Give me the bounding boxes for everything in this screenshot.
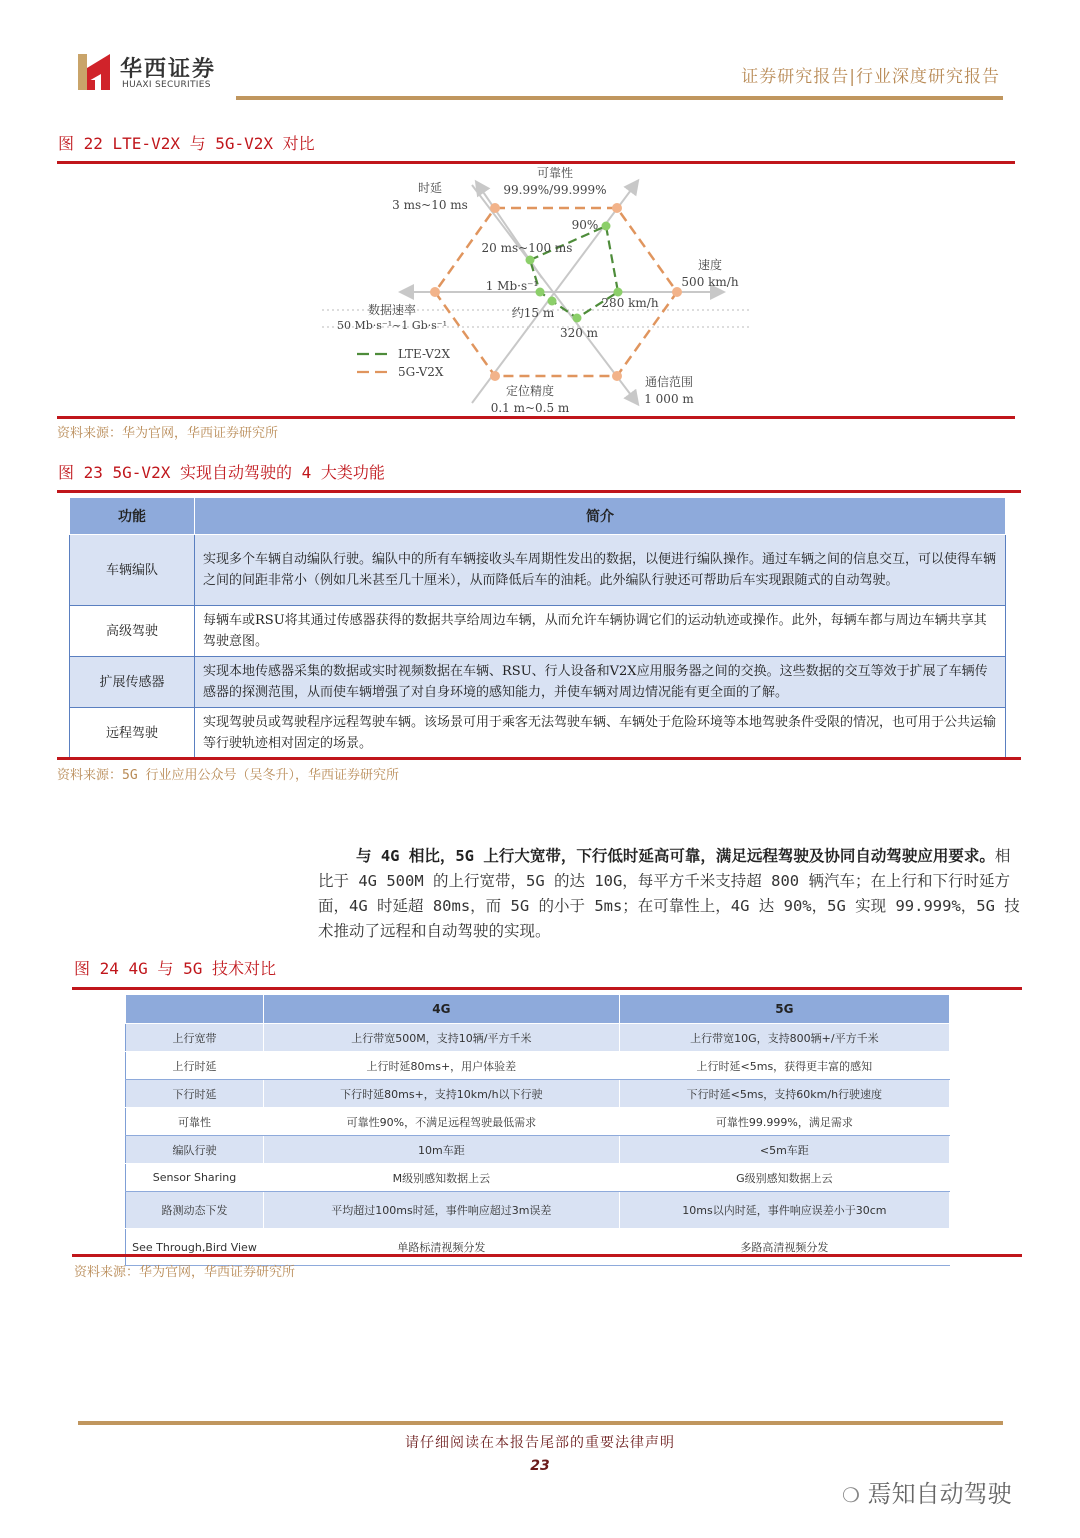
label-reliability-5g: 99.99%/99.999% xyxy=(503,183,607,197)
function-description: 实现本地传感器采集的数据或实时视频数据在车辆、RSU、行人设备和V2X应用服务器之间的交换。这些数据的交互等效于扩展了车辆传感器的探测范围，从而使车辆增强了对自身环境的感知能力，并使车辆对周边情况能有更全面的了解。 xyxy=(195,657,1006,708)
figure24-bottom-rule xyxy=(72,1254,1022,1257)
header-description: 简介 xyxy=(195,498,1006,535)
label-reliability-name: 可靠性 xyxy=(536,166,574,180)
table-header-row xyxy=(70,498,1006,535)
function-name: 车辆编队 xyxy=(70,535,195,606)
point-5g-positioning xyxy=(490,371,500,381)
label-positioning-lte: 约15 m xyxy=(511,306,555,320)
figure23-bottom-rule xyxy=(57,757,1021,760)
figure24-source: 资料来源：华为官网，华西证券研究所 xyxy=(74,1265,296,1280)
point-5g-latency xyxy=(490,203,500,213)
logo-english-name: HUAXI SECURITIES xyxy=(122,80,211,90)
table-row xyxy=(70,535,1006,606)
point-lte-range xyxy=(573,314,582,323)
table-row xyxy=(126,1024,950,1052)
label-positioning-5g: 0.1 m~0.5 m xyxy=(490,401,570,415)
value-4g: 平均超过100ms时延，事件响应超过3m误差 xyxy=(264,1192,620,1229)
header-function: 功能 xyxy=(70,498,195,535)
v2x-comparison-diagram xyxy=(322,165,752,415)
function-description: 每辆车或RSU将其通过传感器获得的数据共享给周边车辆，从而允许车辆协调它们的运动轨迹或操作。此外，每辆车都与周边车辆共享其驾驶意图。 xyxy=(195,606,1006,657)
label-positioning-name: 定位精度 xyxy=(505,384,555,398)
metric-name: 可靠性 xyxy=(126,1108,264,1136)
page-number: 23 xyxy=(530,1458,550,1474)
figure24-top-rule xyxy=(72,987,1022,990)
label-range-5g: 1 000 m xyxy=(644,392,694,406)
body-paragraph xyxy=(318,844,1022,944)
metric-name: Sensor Sharing xyxy=(126,1164,264,1192)
value-5g: G级别感知数据上云 xyxy=(619,1164,949,1192)
value-5g: 10ms以内时延，事件响应误差小于30cm xyxy=(619,1192,949,1229)
function-description: 实现驾驶员或驾驶程序远程驾驶车辆。该场景可用于乘客无法驾驶车辆、车辆处于危险环境等本地驾驶条件受限的情况，也可用于公共运输等行驶轨迹相对固定的场景。 xyxy=(195,708,1006,759)
logo-chinese-name: 华西证券 xyxy=(120,56,217,82)
table-row xyxy=(70,606,1006,657)
function-name: 高级驾驶 xyxy=(70,606,195,657)
metric-name: 路测动态下发 xyxy=(126,1192,264,1229)
figure22-top-rule xyxy=(57,161,1015,164)
label-speed-5g: 500 km/h xyxy=(681,275,739,289)
header-5g: 5G xyxy=(619,995,949,1024)
label-data-rate-5g: 50 Mb·s⁻¹~1 Gb·s⁻¹ xyxy=(336,319,448,332)
report-type: 证券研究报告|行业深度研究报告 xyxy=(741,67,1000,87)
figure24-title: 图 24 4G 与 5G 技术对比 xyxy=(74,959,276,978)
point-5g-data-rate xyxy=(430,287,440,297)
value-5g: 上行时延<5ms，获得更丰富的感知 xyxy=(619,1052,949,1080)
label-latency-lte: 20 ms~100 ms xyxy=(481,241,573,255)
point-lte-latency xyxy=(526,256,535,265)
legal-notice: 请仔细阅读在本报告尾部的重要法律声明 xyxy=(405,1435,675,1451)
point-lte-reliability xyxy=(602,222,611,231)
header-4g: 4G xyxy=(264,995,620,1024)
label-range-lte: 320 m xyxy=(559,326,599,340)
value-4g: 10m车距 xyxy=(264,1136,620,1164)
watermark xyxy=(842,1474,1012,1509)
header-blank xyxy=(126,995,264,1024)
value-5g: <5m车距 xyxy=(619,1136,949,1164)
point-5g-range xyxy=(612,371,622,381)
watermark-text: 焉知自动驾驶 xyxy=(867,1480,1012,1508)
value-4g: 上行带宽500M，支持10辆/平方千米 xyxy=(264,1024,620,1052)
value-4g: 可靠性90%，不满足远程驾驶最低需求 xyxy=(264,1108,620,1136)
value-4g: 上行时延80ms+，用户体验差 xyxy=(264,1052,620,1080)
table-row xyxy=(70,708,1006,759)
function-name: 扩展传感器 xyxy=(70,657,195,708)
paragraph-text: 相比于 4G 500M 的上行宽带，5G 的达 10G，每平方千米支持超 800 辆汽车；在上行和下行时延方面，4G 时延超 80ms，而 5G 的小于 5ms；在可靠性上，4G 达 90%，5G 实现 99.999%，5G 技术推动了远程和自动驾驶的实现。 xyxy=(318,847,1020,940)
figure23-title: 图 23 5G-V2X 实现自动驾驶的 4 大类功能 xyxy=(58,463,385,482)
table-row xyxy=(126,1108,950,1136)
metric-name: 编队行驶 xyxy=(126,1136,264,1164)
label-range-name: 通信范围 xyxy=(644,375,694,389)
figure23-top-rule xyxy=(57,490,1021,493)
label-data-rate-lte: 1 Mb·s⁻¹ xyxy=(485,279,539,293)
label-speed-lte: 280 km/h xyxy=(601,296,659,310)
header-divider xyxy=(236,96,1003,100)
label-latency-5g: 3 ms~10 ms xyxy=(392,198,468,212)
value-4g: 下行时延80ms+，支持10km/h以下行驶 xyxy=(264,1080,620,1108)
metric-name: 上行宽带 xyxy=(126,1024,264,1052)
table-row xyxy=(126,1229,950,1266)
metric-name: See Through,Bird View xyxy=(126,1229,264,1266)
value-5g: 下行时延<5ms，支持60km/h行驶速度 xyxy=(619,1080,949,1108)
table-row xyxy=(126,1192,950,1229)
huaxi-logo-icon xyxy=(78,54,110,90)
figure22-bottom-rule xyxy=(57,416,1015,419)
table-row xyxy=(126,1080,950,1108)
paragraph-lead: 与 4G 相比，5G 上行大宽带，下行低时延高可靠，满足远程驾驶及协同自动驾驶应用要求。 xyxy=(356,847,995,865)
function-name: 远程驾驶 xyxy=(70,708,195,759)
footer-divider xyxy=(78,1421,1003,1425)
label-reliability-lte: 90% xyxy=(571,218,599,232)
metric-name: 上行时延 xyxy=(126,1052,264,1080)
function-description: 实现多个车辆自动编队行驶。编队中的所有车辆接收头车周期性发出的数据，以便进行编队操作。通过车辆之间的信息交互，可以使得车辆之间的间距非常小（例如几米甚至几十厘米），从而降低后车的油耗。此外编队行驶还可帮助后车实现跟随式的自动驾驶。 xyxy=(195,535,1006,606)
wechat-icon: ❍ xyxy=(842,1483,860,1507)
figure22-title: 图 22 LTE-V2X 与 5G-V2X 对比 xyxy=(58,134,315,153)
legend-lte-label: LTE-V2X xyxy=(398,347,451,361)
point-5g-reliability xyxy=(612,203,622,213)
value-5g: 上行带宽10G，支持800辆+/平方千米 xyxy=(619,1024,949,1052)
label-speed-name: 速度 xyxy=(697,258,723,272)
metric-name: 下行时延 xyxy=(126,1080,264,1108)
table-row xyxy=(126,1052,950,1080)
table-header-row xyxy=(126,995,950,1024)
legend-5g-label: 5G-V2X xyxy=(398,365,444,379)
table-row xyxy=(126,1164,950,1192)
point-lte-positioning xyxy=(548,297,557,306)
figure22-source: 资料来源：华为官网，华西证券研究所 xyxy=(57,426,279,441)
table-row xyxy=(70,657,1006,708)
value-4g: 单路标清视频分发 xyxy=(264,1229,620,1266)
value-5g: 可靠性99.999%，满足需求 xyxy=(619,1108,949,1136)
value-4g: M级别感知数据上云 xyxy=(264,1164,620,1192)
table-row xyxy=(126,1136,950,1164)
figure23-source: 资料来源：5G 行业应用公众号（吴冬升），华西证券研究所 xyxy=(57,768,399,783)
comparison-table xyxy=(125,994,950,1266)
value-5g: 多路高清视频分发 xyxy=(619,1229,949,1266)
label-latency-name: 时延 xyxy=(417,181,443,195)
function-table xyxy=(69,497,1006,759)
label-data-rate-name: 数据速率 xyxy=(367,303,417,317)
